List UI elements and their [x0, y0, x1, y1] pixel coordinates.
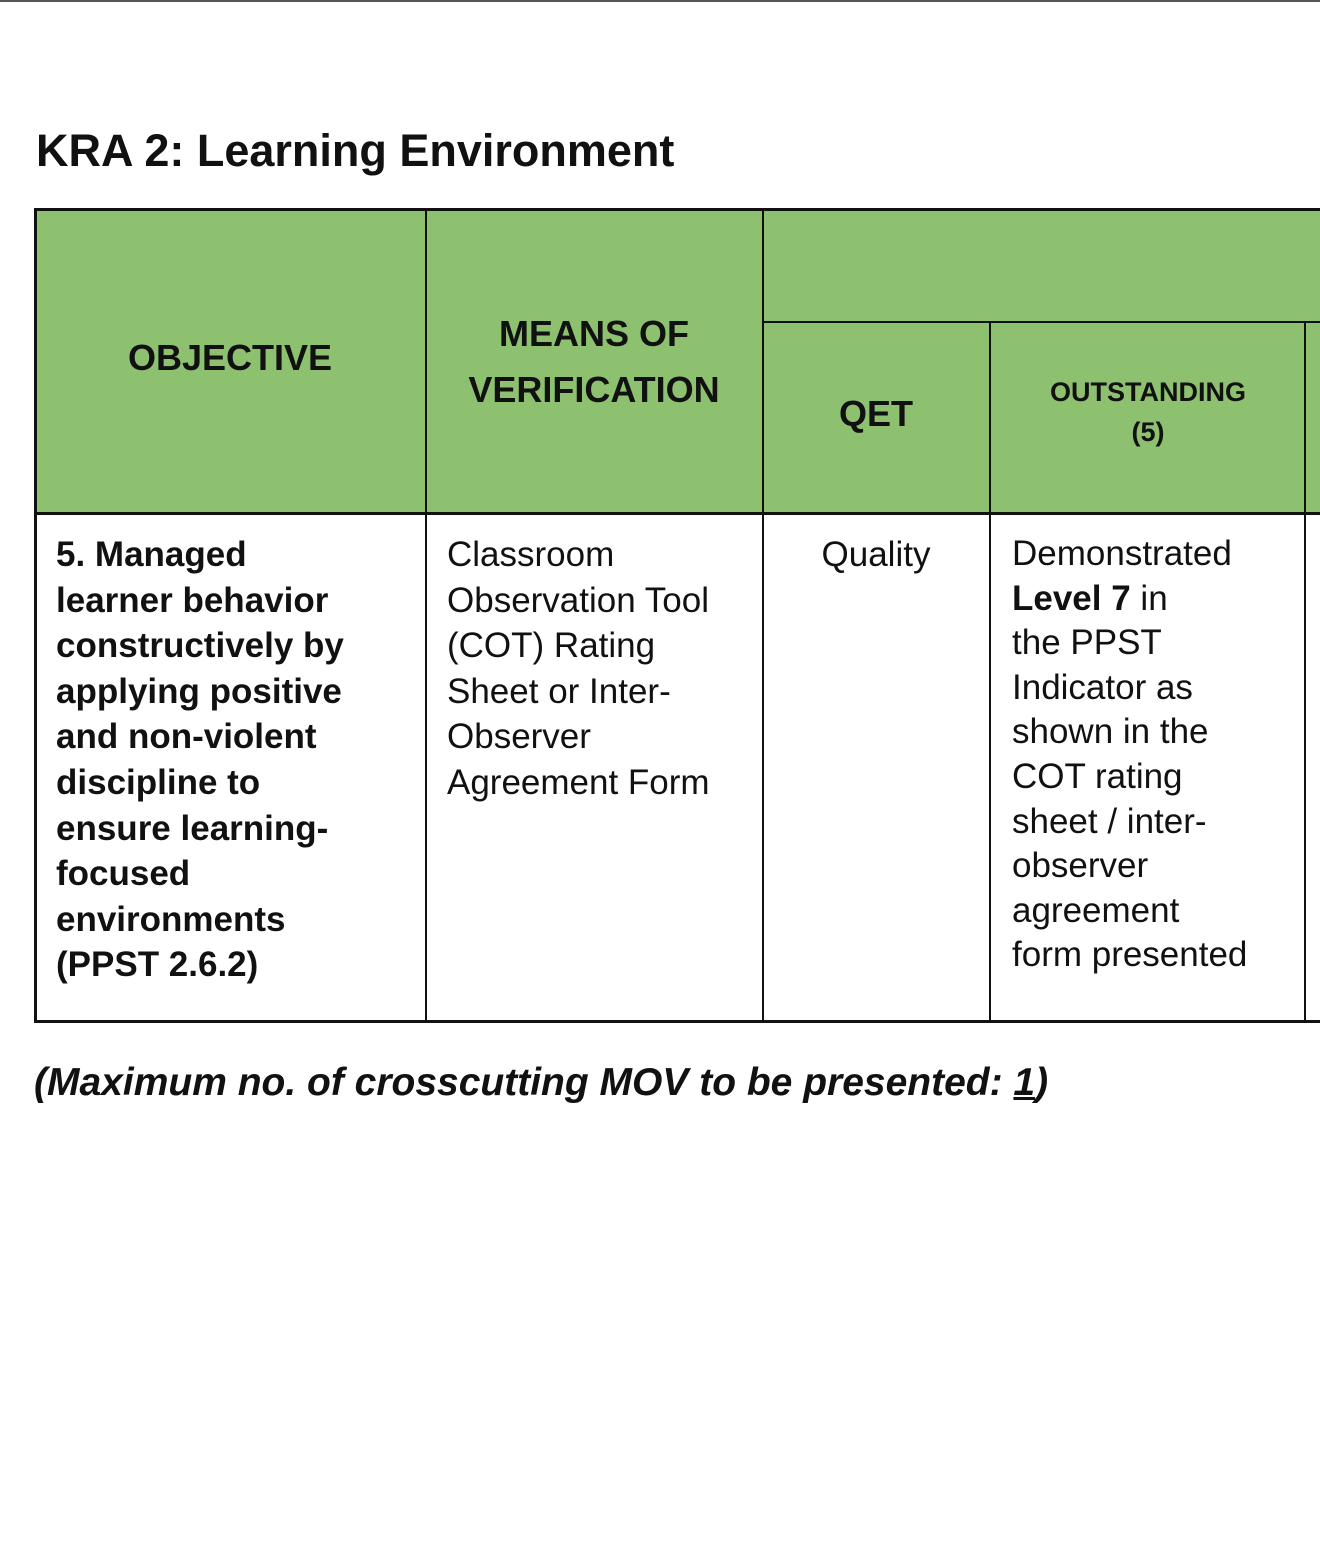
objective-line: applying positive [56, 671, 342, 711]
level-emphasis: Level 7 [1012, 578, 1131, 618]
objective-line: focused [56, 854, 191, 894]
outstanding-line [1012, 577, 1312, 622]
column-divider [1304, 322, 1306, 1023]
header-mov-line2: VERIFICATION [468, 369, 720, 410]
mov-line: Agreement Form [447, 762, 710, 802]
outstanding-line-rest: in [1130, 578, 1168, 618]
header-outstanding-line1: OUTSTANDING [1050, 377, 1246, 407]
header-group-divider [762, 321, 1320, 323]
mov-line: Observer [447, 717, 591, 757]
footer-max-value: 1 [1013, 1061, 1036, 1104]
objective-line: ensure learning- [56, 808, 329, 848]
objective-line: 5. Managed [56, 535, 247, 574]
objective-line: constructively by [56, 626, 344, 666]
outstanding-line: COT rating [1012, 756, 1183, 796]
footer-prefix: (Maximum no. of crosscutting MOV to be presented: [34, 1061, 1014, 1104]
qet-cell [762, 532, 990, 578]
footer-note [34, 1058, 1048, 1108]
objective-cell [56, 532, 416, 988]
objective-line: learner behavior [56, 580, 329, 620]
mov-line: Classroom [447, 535, 615, 574]
outstanding-line: the PPST [1012, 623, 1162, 663]
header-objective: OBJECTIVE [127, 337, 333, 378]
mov-line: Observation Tool [447, 580, 710, 620]
outstanding-line: sheet / inter- [1012, 801, 1207, 841]
objective-line: (PPST 2.6.2) [56, 945, 259, 985]
header-outstanding [990, 372, 1306, 452]
header-qet: QET [838, 393, 913, 434]
header-mov-line1: MEANS OF [498, 313, 689, 354]
kra-table [34, 208, 1320, 1024]
qet-value: Quality [821, 535, 931, 574]
table-border-bottom [34, 1020, 1320, 1023]
header-outstanding-line2: (5) [1131, 417, 1165, 447]
outstanding-line: form presented [1012, 935, 1248, 975]
table-border-left [34, 208, 37, 1023]
outstanding-line: Demonstrated [1012, 534, 1232, 573]
column-divider [989, 322, 991, 1023]
objective-line: environments [56, 899, 286, 939]
table-border-top [34, 208, 1320, 211]
means-of-verification-cell [447, 532, 757, 806]
outstanding-line: Indicator as [1012, 667, 1193, 707]
section-title: KRA 2: Learning Environment [36, 125, 675, 176]
column-divider [762, 208, 764, 1023]
footer-suffix: ) [1035, 1061, 1049, 1104]
objective-line: and non-violent [56, 717, 317, 757]
header-means-of-verification [426, 306, 762, 418]
top-rule [0, 0, 1320, 2]
objective-line: discipline to [56, 762, 261, 802]
outstanding-cell [1012, 532, 1312, 978]
mov-line: Sheet or Inter- [447, 671, 671, 711]
outstanding-line: shown in the [1012, 712, 1209, 752]
outstanding-line: observer [1012, 846, 1149, 886]
mov-line: (COT) Rating [447, 626, 656, 666]
header-bottom-border [34, 512, 1320, 515]
column-divider [425, 208, 427, 1023]
outstanding-line: agreement [1012, 890, 1180, 930]
